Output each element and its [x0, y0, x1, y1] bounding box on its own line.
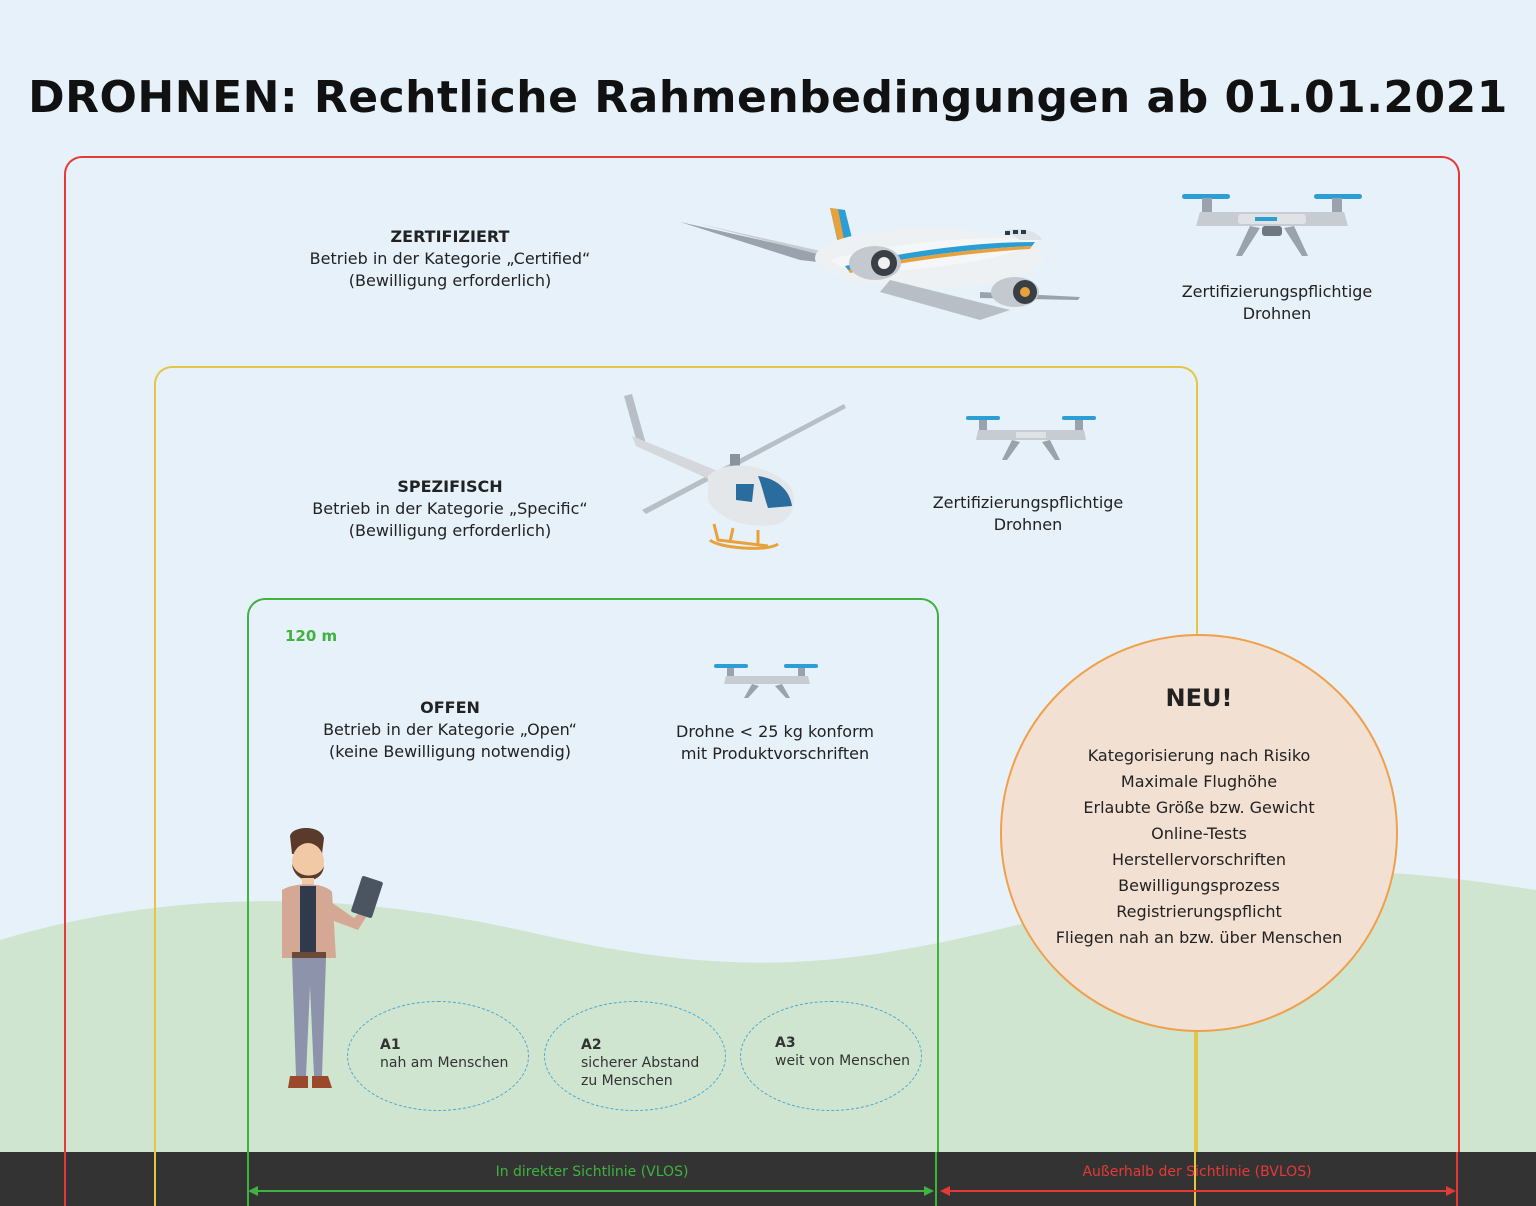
airplane-icon [680, 200, 1090, 320]
range-arrows [0, 1176, 1536, 1206]
specific-frame-edge [1194, 1032, 1196, 1152]
drone-icon [1180, 188, 1384, 264]
specific-heading: SPEZIFISCH [397, 477, 503, 496]
zone-a2-label [581, 1036, 699, 1090]
certified-description: Betrieb in der Kategorie „Certified“ [309, 249, 591, 268]
open-heading: OFFEN [420, 698, 480, 717]
new-rules-item: Online-Tests [1151, 824, 1247, 843]
new-rules-item: Bewilligungsprozess [1118, 876, 1280, 895]
certified-drone-caption-line1: Zertifizierungspflichtige [1181, 282, 1373, 301]
bvlos-label: Außerhalb der Sichtlinie (BVLOS) [1082, 1164, 1312, 1180]
certified-heading: ZERTIFIZIERT [390, 227, 510, 246]
open-note: (keine Bewilligung notwendig) [329, 742, 571, 761]
certified-drone-caption [1150, 281, 1404, 325]
specific-label [300, 476, 600, 542]
specific-description: Betrieb in der Kategorie „Specific“ [312, 499, 588, 518]
open-drone-caption-line2: mit Produktvorschriften [680, 744, 870, 763]
drone-icon [964, 412, 1100, 466]
specific-drone-caption-line2: Drohnen [993, 515, 1063, 534]
new-rules-heading: NEU! [1165, 684, 1233, 712]
new-rules-item: Registrierungspflicht [1116, 902, 1282, 921]
zone-a3-description: weit von Menschen [775, 1053, 910, 1069]
zone-a1-description: nah am Menschen [380, 1055, 509, 1071]
page-title: DROHNEN: Rechtliche Rahmenbedingungen ab 01.01.2021 [28, 72, 1508, 123]
vlos-label: In direkter Sichtlinie (VLOS) [495, 1164, 689, 1180]
zone-a3-label [775, 1034, 910, 1070]
new-rules-item: Erlaubte Größe bzw. Gewicht [1083, 798, 1315, 817]
certified-drone-caption-line2: Drohnen [1242, 304, 1312, 323]
helicopter-icon [618, 390, 848, 556]
new-rules-item: Maximale Flughöhe [1120, 772, 1278, 791]
open-label [300, 697, 600, 763]
certified-note: (Bewilligung erforderlich) [348, 271, 552, 290]
new-rules-item: Fliegen nah an bzw. über Menschen [1055, 928, 1343, 947]
specific-drone-caption-line1: Zertifizierungspflichtige [932, 493, 1124, 512]
specific-drone-caption [900, 492, 1156, 536]
new-rules-item: Kategorisierung nach Risiko [1087, 746, 1311, 765]
certified-label [300, 226, 600, 292]
open-drone-caption [650, 721, 900, 765]
specific-note: (Bewilligung erforderlich) [348, 521, 552, 540]
zone-a3-code: A3 [775, 1035, 796, 1051]
new-rules-list [1000, 743, 1398, 951]
zone-a2-description-line2: zu Menschen [581, 1073, 673, 1089]
zone-a1-code: A1 [380, 1037, 401, 1053]
max-altitude-label: 120 m [285, 627, 338, 645]
zone-a2-code: A2 [581, 1037, 602, 1053]
zone-a2-description: sicherer Abstand [581, 1055, 700, 1071]
open-description: Betrieb in der Kategorie „Open“ [323, 720, 577, 739]
new-rules-item: Herstellervorschriften [1112, 850, 1286, 869]
zone-a1-label [380, 1036, 508, 1072]
open-drone-caption-line1: Drohne < 25 kg konform [676, 722, 874, 741]
drone-icon [712, 660, 822, 702]
